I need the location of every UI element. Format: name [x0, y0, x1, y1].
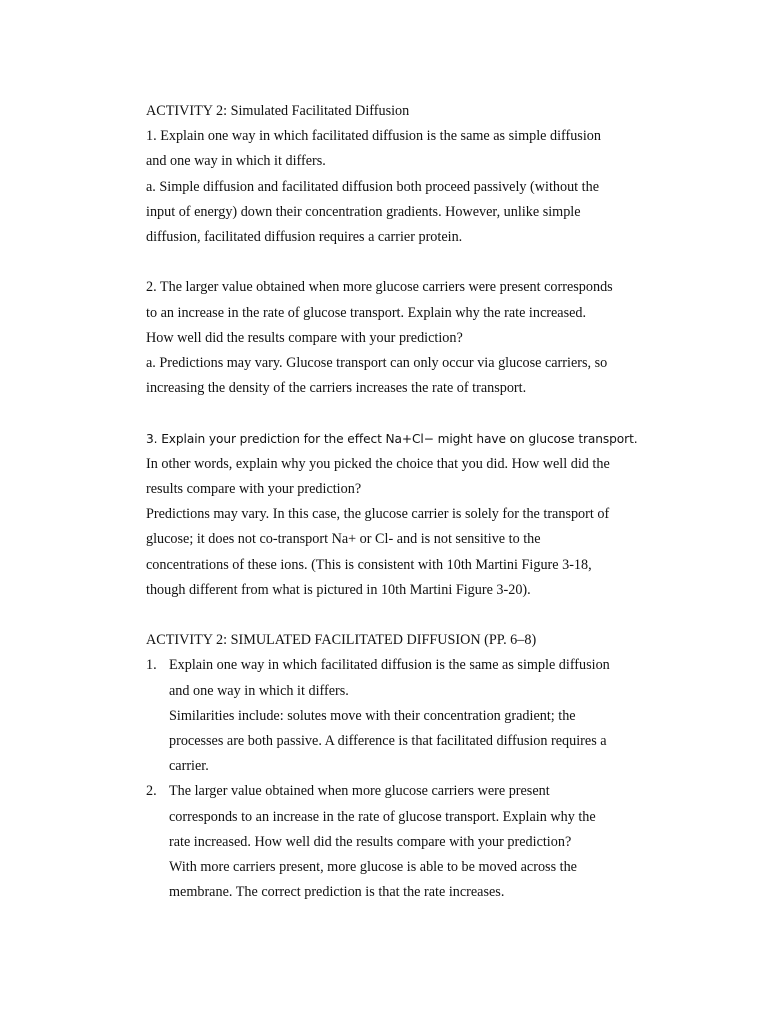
item-1-answer-line-2: processes are both passive. A difference is that facilitated diffusion requires a: [169, 733, 607, 750]
item-1-answer-line-3: carrier.: [169, 758, 209, 775]
paragraph-gap: [146, 401, 666, 426]
answer-3-line-4: though different from what is pictured in 10th Martini Figure 3-20).: [146, 581, 531, 598]
answer-1-line-3: diffusion, facilitated diffusion requires a carrier protein.: [146, 229, 463, 246]
question-3-line-2: In other words, explain why you picked the choice that you did. How well did the: [146, 455, 610, 472]
question-1-line-2: and one way in which it differs.: [146, 153, 326, 170]
item-number: 1.: [146, 657, 157, 674]
answer-2-line-2: increasing the density of the carriers increases the rate of transport.: [146, 380, 527, 397]
section-heading-2: ACTIVITY 2: SIMULATED FACILITATED DIFFUSION (PP. 6–8): [146, 632, 537, 649]
numbered-item-1: [146, 653, 666, 779]
item-2-answer-line-2: membrane. The correct prediction is that the rate increases.: [169, 884, 505, 901]
item-2-question-line-2: corresponds to an increase in the rate of glucose transport. Explain why the: [169, 808, 596, 825]
section-heading: ACTIVITY 2: Simulated Facilitated Diffusion: [146, 103, 410, 119]
answer-2-line-1: a. Predictions may vary. Glucose transport can only occur via glucose carriers, so: [146, 355, 608, 372]
answer-3-line-3: concentrations of these ions. (This is consistent with 10th Martini Figure 3-18,: [146, 556, 592, 573]
question-3-line-1: 3. Explain your prediction for the effect Na+Cl− might have on glucose transport.: [146, 431, 638, 446]
paragraph-gap: [146, 250, 666, 275]
item-2-answer-line-1: With more carriers present, more glucose is able to be moved across the: [169, 859, 577, 876]
answer-1-line-1: a. Simple diffusion and facilitated diffusion both proceed passively (without the: [146, 178, 599, 195]
item-1-question-line-2: and one way in which it differs.: [169, 682, 349, 699]
question-1-line-1: 1. Explain one way in which facilitated diffusion is the same as simple diffusion: [146, 128, 601, 145]
answer-1-line-2: input of energy) down their concentration gradients. However, unlike simple: [146, 203, 581, 220]
numbered-item-2: [146, 779, 666, 905]
item-2-question-line-3: rate increased. How well did the results compare with your prediction?: [169, 833, 572, 850]
item-1-question-line-1: Explain one way in which facilitated diffusion is the same as simple diffusion: [169, 657, 610, 674]
question-2-line-2: to an increase in the rate of glucose transport. Explain why the rate increased.: [146, 304, 587, 321]
document-content: [146, 99, 666, 905]
item-number: 2.: [146, 783, 157, 800]
question-2-line-1: 2. The larger value obtained when more glucose carriers were present corresponds: [146, 279, 613, 296]
question-2-line-3: How well did the results compare with your prediction?: [146, 329, 463, 346]
question-3-line-3: results compare with your prediction?: [146, 481, 362, 498]
item-1-answer-line-1: Similarities include: solutes move with their concentration gradient; the: [169, 707, 576, 724]
paragraph-gap: [146, 603, 666, 628]
answer-3-line-2: glucose; it does not co-transport Na+ or Cl- and is not sensitive to the: [146, 531, 541, 548]
item-2-question-line-1: The larger value obtained when more glucose carriers were present: [169, 783, 550, 800]
answer-3-line-1: Predictions may vary. In this case, the glucose carrier is solely for the transport of: [146, 506, 610, 523]
